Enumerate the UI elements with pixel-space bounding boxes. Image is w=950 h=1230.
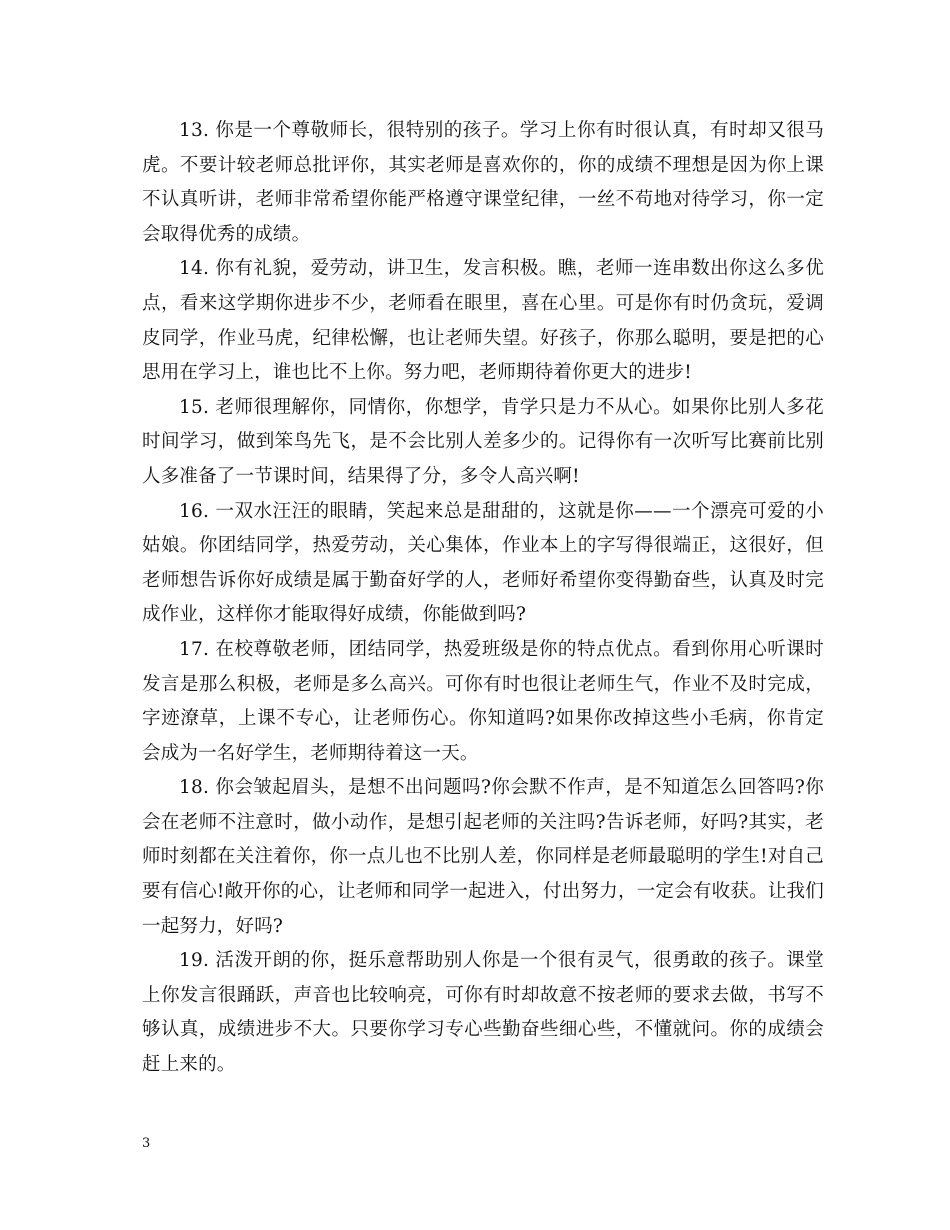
page-number: 3 bbox=[142, 1136, 151, 1151]
paragraph-15: 15. 老师很理解你，同情你，你想学，肯学只是力不从心。如果你比别人多花时间学习，做到笨鸟先飞，是不会比别人差多少的。记得你有一次听写比赛前比别人多准备了一节课时间，结果得了分，多令人高兴啊! bbox=[142, 396, 824, 487]
paragraph-14: 14. 你有礼貌，爱劳动，讲卫生，发言积极。瞧，老师一连串数出你这么多优点，看来这学期你进步不少，老师看在眼里，喜在心里。可是你有时仍贪玩，爱调皮同学，作业马虎，纪律松懈，也让老师失望。好孩子，你那么聪明，要是把的心思用在学习上，谁也比不上你。努力吧，老师期待着你更大的进步! bbox=[142, 258, 824, 384]
paragraph-19: 19. 活泼开朗的你，挺乐意帮助别人你是一个很有灵气，很勇敢的孩子。课堂上你发言很踊跃，声音也比较响亮，可你有时却故意不按老师的要求去做，书写不够认真，成绩进步不大。只要你学习专心些勤奋些细心些，不懂就问。你的成绩会赶上来的。 bbox=[142, 950, 824, 1076]
paragraph-18: 18. 你会皱起眉头，是想不出问题吗?你会默不作声，是不知道怎么回答吗?你会在老师不注意时，做小动作，是想引起老师的关注吗?告诉老师，好吗?其实，老师时刻都在关注着你，你一点儿也不比别人差，你同样是老师最聪明的学生!对自己要有信心!敞开你的心，让老师和同学一起进入，付出努力，一定会有收获。让我们一起努力，好吗? bbox=[142, 777, 824, 937]
paragraph-16: 16. 一双水汪汪的眼睛，笑起来总是甜甜的，这就是你——一个漂亮可爱的小姑娘。你团结同学，热爱劳动，关心集体，作业本上的字写得很端正，这很好，但老师想告诉你好成绩是属于勤奋好学的人，老师好希望你变得勤奋些，认真及时完成作业，这样你才能取得好成绩，你能做到吗? bbox=[142, 500, 824, 626]
paragraph-13: 13. 你是一个尊敬师长，很特别的孩子。学习上你有时很认真，有时却又很马虎。不要计较老师总批评你，其实老师是喜欢你的，你的成绩不理想是因为你上课不认真听讲，老师非常希望你能严格遵守课堂纪律，一丝不苟地对待学习，你一定会取得优秀的成绩。 bbox=[142, 120, 824, 245]
paragraph-17: 17. 在校尊敬老师，团结同学，热爱班级是你的特点优点。看到你用心听课时发言是那么积极，老师是多么高兴。可你有时也很让老师生气，作业不及时完成，字迹潦草，上课不专心，让老师伤心。你知道吗?如果你改掉这些小毛病，你肯定会成为一名好学生，老师期待着这一天。 bbox=[142, 638, 824, 764]
document-body bbox=[142, 114, 824, 1083]
